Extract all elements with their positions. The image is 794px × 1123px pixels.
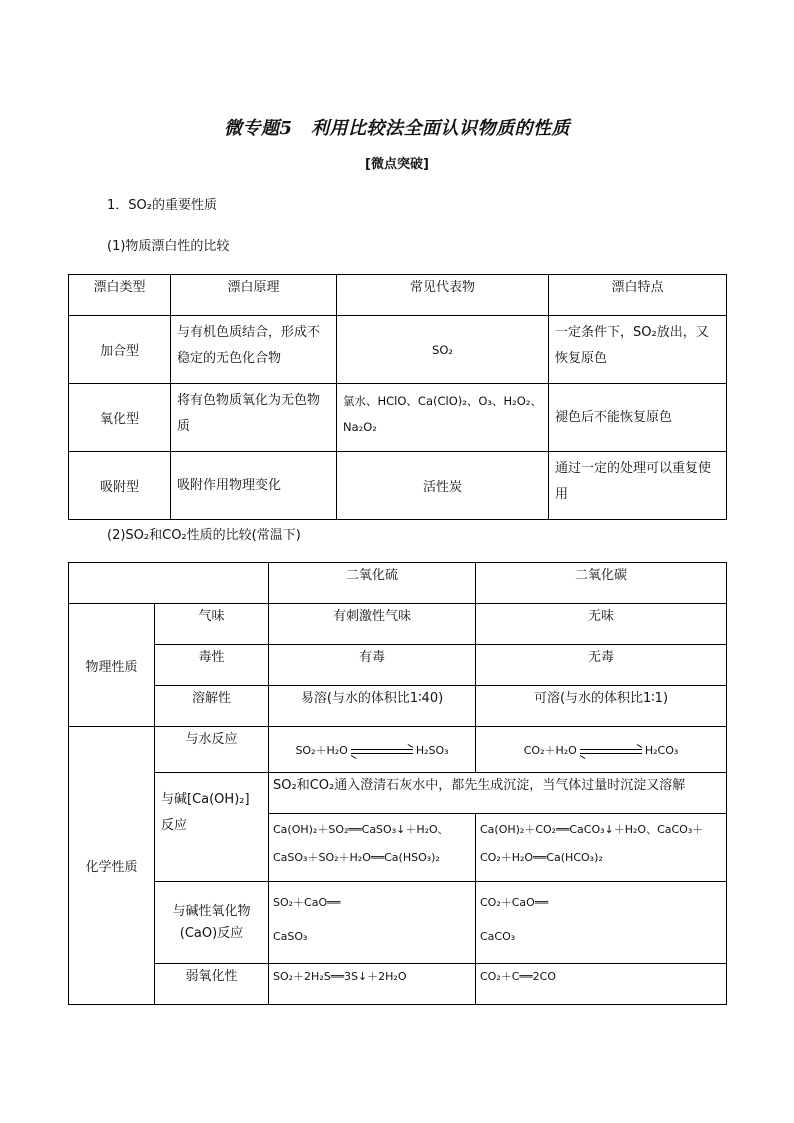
- equation-cell: Ca(OH)₂＋CO₂══CaCO₃↓＋H₂O、CaCO₃＋CO₂＋H₂O══Ca(HCO₃)₂: [476, 814, 727, 882]
- equation-cell: Ca(OH)₂＋SO₂══CaSO₃↓＋H₂O、CaSO₃＋SO₂＋H₂O══Ca(HSO₃)₂: [269, 814, 476, 882]
- table-header: 常见代表物: [337, 275, 549, 316]
- table-cell: 有刺激性气味: [269, 604, 476, 645]
- property-label: 与碱性氧化物(CaO)反应: [155, 882, 269, 964]
- table-cell: 氯水、HClO、Ca(ClO)₂、O₃、H₂O₂、Na₂O₂: [337, 384, 549, 452]
- table-cell: 无毒: [476, 645, 727, 686]
- subsection-heading-so2-co2: (2)SO₂和CO₂性质的比较(常温下): [107, 528, 301, 543]
- table-cell: 氧化型: [69, 384, 171, 452]
- so2-co2-comparison-table: [68, 562, 727, 1005]
- table-header: 漂白特点: [549, 275, 727, 316]
- equation-cell: CO₂＋C══2CO: [476, 964, 727, 1005]
- table-cell: 褪色后不能恢复原色: [549, 384, 727, 452]
- table-cell: SO₂: [337, 316, 549, 384]
- reversible-arrow-icon: [580, 746, 642, 756]
- bleaching-comparison-table: [68, 274, 727, 520]
- subsection-heading-bleaching: (1)物质漂白性的比较: [107, 239, 230, 254]
- table-header: 漂白原理: [171, 275, 337, 316]
- property-label: 气味: [155, 604, 269, 645]
- table-header: 漂白类型: [69, 275, 171, 316]
- row-group-label: 化学性质: [69, 727, 155, 1005]
- table-cell: 将有色物质氧化为无色物质: [171, 384, 337, 452]
- reversible-arrow-icon: [351, 746, 413, 756]
- table-header: 二氧化碳: [476, 563, 727, 604]
- equation-cell: CO₂＋H₂O H₂CO₃: [476, 727, 727, 773]
- property-label: 与水反应: [155, 727, 269, 773]
- table-cell: 活性炭: [337, 452, 549, 520]
- section-heading-1: 1．SO₂的重要性质: [107, 198, 217, 213]
- table-cell: 无味: [476, 604, 727, 645]
- table-cell: 吸附型: [69, 452, 171, 520]
- table-corner-cell: [69, 563, 269, 604]
- equation-cell: CO₂＋CaO══ CaCO₃: [476, 882, 727, 964]
- property-label: 溶解性: [155, 686, 269, 727]
- property-label: 弱氧化性: [155, 964, 269, 1005]
- row-group-label: 物理性质: [69, 604, 155, 727]
- table-cell: 一定条件下，SO₂放出，又恢复原色: [549, 316, 727, 384]
- table-cell: 有毒: [269, 645, 476, 686]
- table-header: 二氧化硫: [269, 563, 476, 604]
- table-cell: 通过一定的处理可以重复使用: [549, 452, 727, 520]
- equation-cell: SO₂＋H₂O H₂SO₃: [269, 727, 476, 773]
- table-cell: 吸附作用物理变化: [171, 452, 337, 520]
- property-label: 毒性: [155, 645, 269, 686]
- table-cell: 加合型: [69, 316, 171, 384]
- table-cell: 可溶(与水的体积比1∶1): [476, 686, 727, 727]
- property-label: 与碱[Ca(OH)₂]反应: [155, 773, 269, 882]
- table-cell: 易溶(与水的体积比1∶40): [269, 686, 476, 727]
- table-cell: SO₂和CO₂通入澄清石灰水中，都先生成沉淀，当气体过量时沉淀又溶解: [269, 773, 727, 814]
- equation-cell: SO₂＋2H₂S══3S↓＋2H₂O: [269, 964, 476, 1005]
- equation-cell: SO₂＋CaO══ CaSO₃: [269, 882, 476, 964]
- table-cell: 与有机色质结合，形成不稳定的无色化合物: [171, 316, 337, 384]
- section-badge: [微点突破]: [365, 157, 429, 172]
- page-title: 微专题5 利用比较法全面认识物质的性质: [223, 118, 571, 139]
